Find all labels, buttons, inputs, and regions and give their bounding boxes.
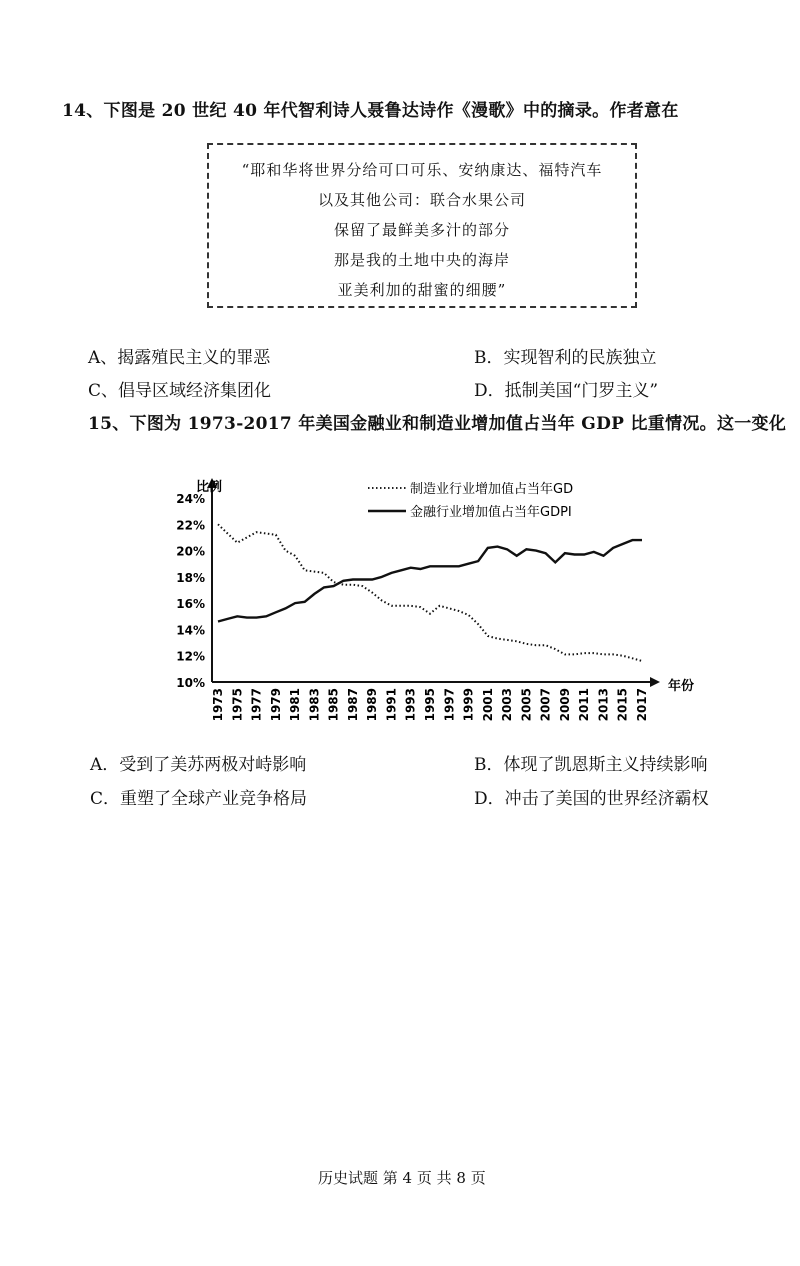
x-tick-label: 1979 [268,688,283,722]
series-line-manufacturing [218,524,642,661]
poem-line-3: 保留了最鲜美多汁的部分 [333,221,510,239]
x-tick-label: 2011 [577,688,592,722]
y-tick-label: 12% [176,649,205,664]
x-tick-label: 1991 [384,688,399,722]
poem-line-5: 亚美利加的甜蜜的细腰” [337,281,507,299]
x-tick-label: 1989 [365,688,380,722]
q15-option-c[interactable]: C．重塑了全球产业竞争格局 [90,789,308,809]
x-tick-labels [211,688,649,721]
q15-stem: 15、下图为 1973-2017 年美国金融业和制造业增加值占当年 GDP 比重情况。这一变化 [88,414,787,434]
q15-option-a[interactable]: A．受到了美苏两极对峙影响 [90,755,307,775]
x-tick-label: 1997 [442,688,457,722]
x-tick-label: 1977 [249,688,264,722]
x-tick-label: 1983 [307,688,322,722]
x-tick-label: 2017 [635,688,649,722]
y-tick-label: 24% [176,492,205,506]
x-tick-label: 2013 [596,688,611,722]
q14-option-a[interactable]: A、揭露殖民主义的罪恶 [88,348,271,368]
q15-option-d[interactable]: D．冲击了美国的世界经济霸权 [474,789,709,809]
chart-series [218,524,642,661]
x-tick-label: 2015 [615,688,630,722]
y-tick-label: 16% [176,597,205,612]
poem-box [207,143,637,308]
line-chart [0,470,800,770]
x-axis-label: 年份 [668,679,695,694]
x-tick-label: 2001 [480,688,495,722]
x-tick-label: 2007 [538,688,553,722]
x-tick-label: 1975 [230,688,245,722]
q14-stem: 14、下图是 20 世纪 40 年代智利诗人聂鲁达诗作《漫歌》中的摘录。作者意在 [62,101,679,121]
q14-option-d[interactable]: D．抵制美国“门罗主义” [474,381,659,401]
q15-option-b[interactable]: B．体现了凯恩斯主义持续影响 [474,755,708,775]
y-tick-labels [176,492,205,690]
x-tick-label: 1993 [403,688,418,722]
chart-legend [368,481,573,520]
page-footer: 历史试题 第 4 页 共 8 页 [318,1169,486,1187]
y-tick-label: 22% [176,518,205,533]
x-axis-arrow [650,677,660,687]
x-tick-label: 1973 [211,688,225,722]
x-tick-label: 2003 [500,688,515,722]
poem-line-2: 以及其他公司：联合水果公司 [317,191,526,209]
y-tick-label: 14% [176,623,205,638]
x-tick-label: 1999 [461,688,476,722]
x-tick-label: 1995 [423,688,437,722]
poem-line-1: “耶和华将世界分给可口可乐、安纳康达、福特汽车 [241,161,603,179]
legend-label-manufacturing: 制造业行业增加值占当年GD [410,482,574,497]
y-tick-label: 18% [176,570,205,585]
x-tick-label: 1981 [288,688,303,722]
y-tick-label: 10% [176,676,205,690]
q14-option-b[interactable]: B．实现智利的民族独立 [474,348,657,368]
q14-option-c[interactable]: C、倡导区域经济集团化 [88,381,272,401]
legend-label-finance: 金融行业增加值占当年GDPI [410,505,572,520]
x-tick-label: 1987 [345,688,360,722]
x-tick-label: 2009 [557,688,572,722]
x-tick-label: 1985 [326,688,341,722]
x-tick-label: 2005 [519,688,534,722]
y-tick-label: 20% [176,544,205,559]
series-line-finance [218,540,642,621]
y-axis-label: 比例 [196,480,223,495]
poem-line-4: 那是我的土地中央的海岸 [333,251,510,269]
